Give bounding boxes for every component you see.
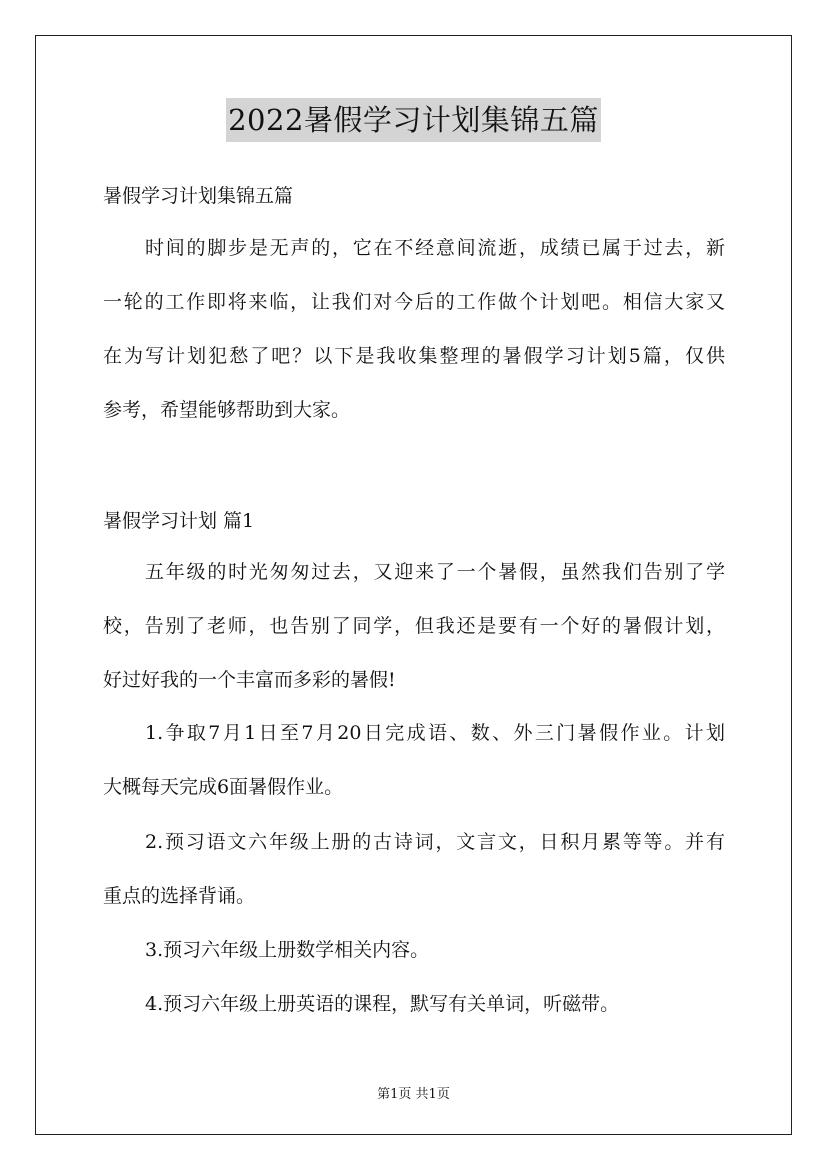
item-line: 4.预习六年级上册英语的课程，默写有关单词，听磁带。 [145,993,620,1015]
intro-line: 时间的脚步是无声的，它在不经意间流逝，成绩已属于过去，新 [145,237,725,259]
title-block [0,98,827,142]
section-paragraph [103,545,725,707]
item-line: 大概每天完成6面暑假作业。 [103,776,344,798]
intro-line: 参考，希望能够帮助到大家。 [103,399,351,421]
list-item-1 [103,706,725,814]
list-item-4 [103,977,725,1031]
section-line: 好过好我的一个丰富而多彩的暑假! [103,669,396,691]
document-title: 2022暑假学习计划集锦五篇 [226,98,601,142]
item-line: 重点的选择背诵。 [103,885,256,907]
section-line: 五年级的时光匆匆过去，又迎来了一个暑假，虽然我们告别了学 [145,561,725,583]
list-item-2 [103,815,725,923]
item-line: 3.预习六年级上册数学相关内容。 [145,939,430,961]
intro-paragraph [103,221,725,437]
item-line: 2.预习语文六年级上册的古诗词，文言文，日积月累等等。并有 [145,831,725,853]
section-heading: 暑假学习计划 篇1 [103,510,255,532]
page-footer: 第1页 共1页 [377,1087,450,1102]
intro-line: 在为写计划犯愁了吧？以下是我收集整理的暑假学习计划5篇，仅供 [103,345,725,367]
document-subtitle: 暑假学习计划集锦五篇 [103,185,294,207]
item-line: 1.争取7月1日至7月20日完成语、数、外三门暑假作业。计划 [145,722,725,744]
section-line: 校，告别了老师，也告别了同学，但我还是要有一个好的暑假计划， [103,615,725,637]
intro-line: 一轮的工作即将来临，让我们对今后的工作做个计划吧。相信大家又 [103,291,725,313]
list-item-3 [103,923,725,977]
